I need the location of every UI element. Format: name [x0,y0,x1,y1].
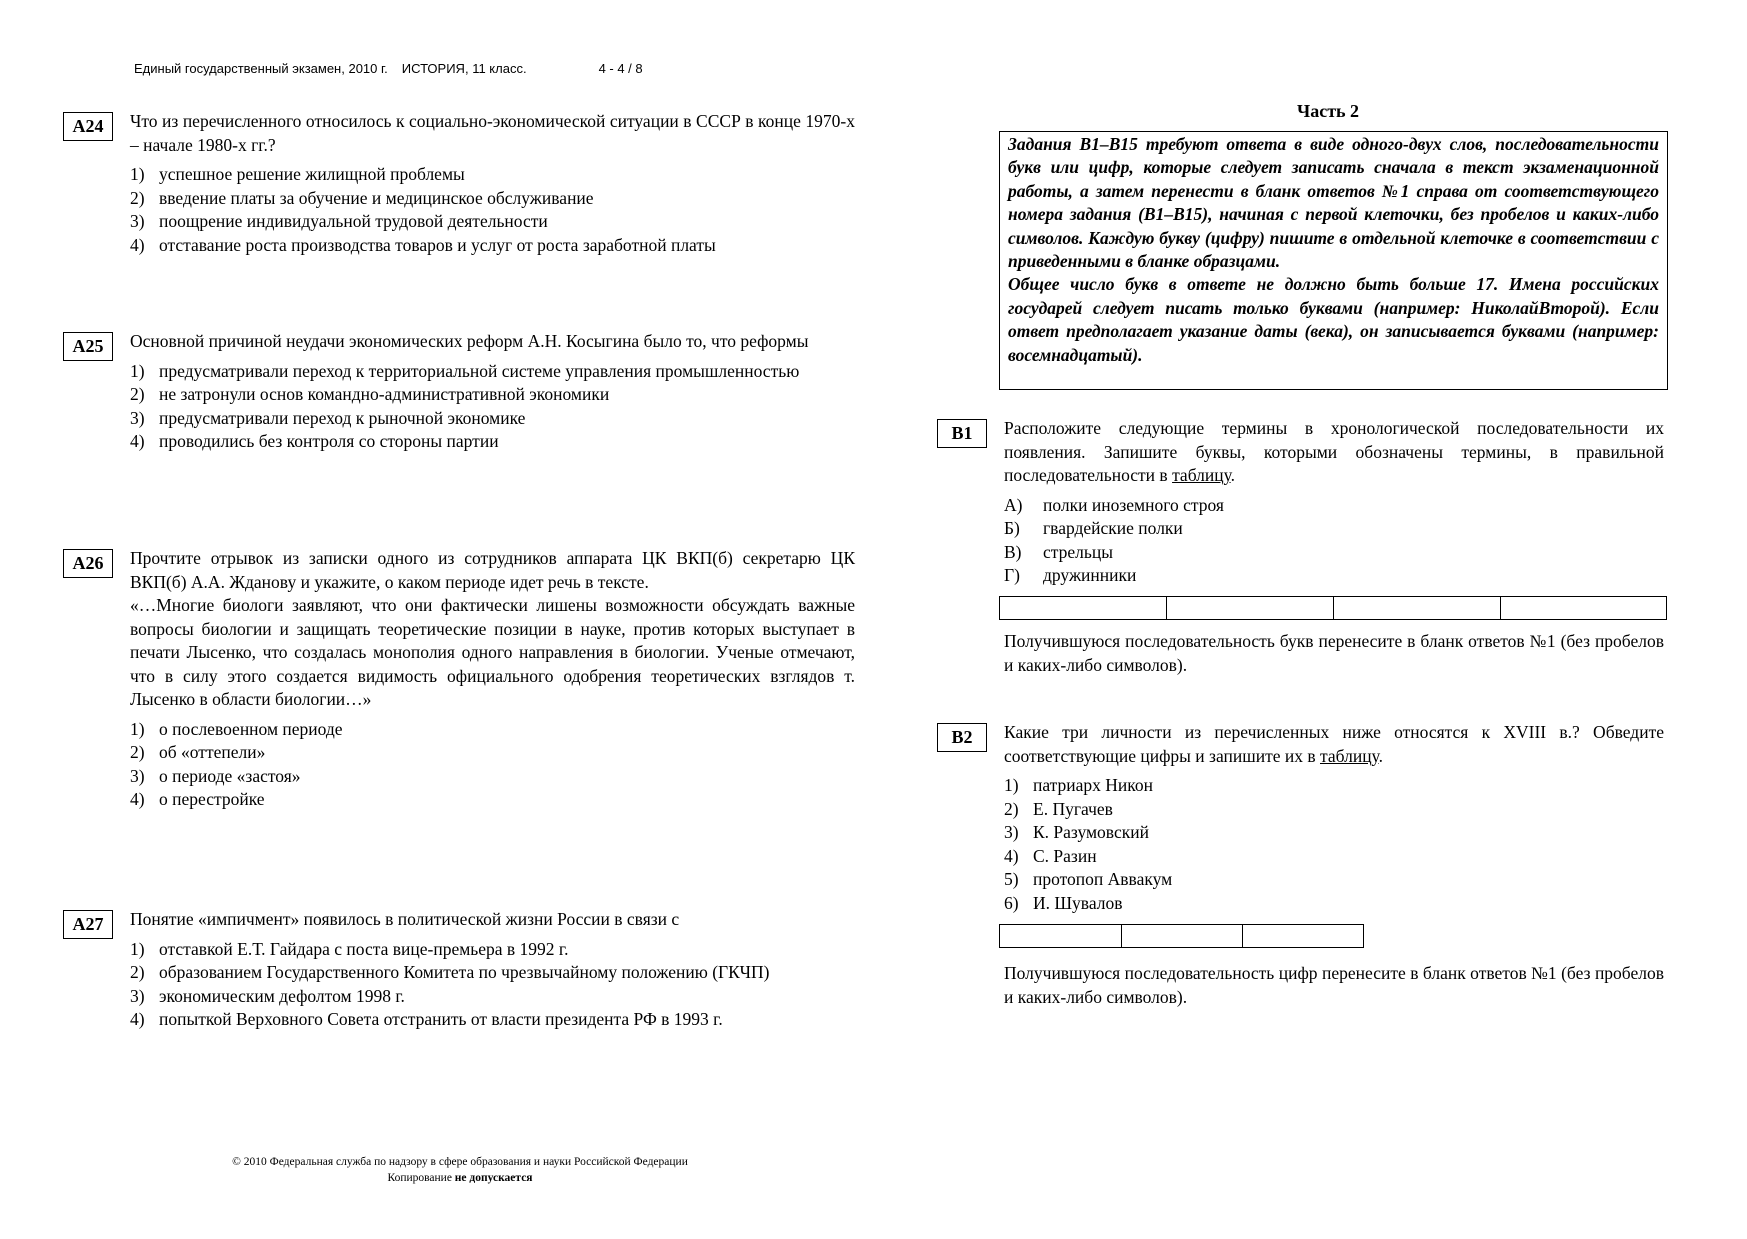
task-label: А25 [63,332,113,361]
option[interactable]: А) полки иноземного строя [1004,494,1224,515]
task-label: В2 [937,723,987,752]
grade: 11 класс. [472,61,527,76]
option[interactable]: 3) о периоде «застоя» [130,765,301,786]
b1-footer-note: Получившуюся последовательность букв перенесите в бланк ответов №1 (без пробелов и каких-либо символов). [1004,631,1664,675]
quote-text: «…Многие биологи заявляют, что они фактически лишены возможности обсуждать важные вопросы биологии и защищать теоретические позиции в науке, против которых выступает в печати Лысенко, что создалась монополия одного направления в биологии. Ученые отмечают, что в силу этого создается видимость официального одобрения теоретических взглядов т. Лысенко в области биологии…» [130,595,855,709]
options-list [130,360,855,454]
answer-table-b2 [999,924,1364,948]
instructions-box [999,131,1668,390]
answer-cell[interactable] [1000,597,1167,619]
option[interactable]: 2) образованием Государственного Комитета по чрезвычайному положению (ГКЧП) [130,962,770,982]
options-list [130,718,855,812]
exam-title: Единый государственный экзамен, 2010 г. [134,61,388,76]
option[interactable]: 2) Е. Пугачев [1004,798,1113,819]
answer-cell[interactable] [1167,597,1334,619]
options-list [1004,494,1664,588]
options-list [1004,774,1664,915]
task-label: А26 [63,549,113,578]
task-label: В1 [937,419,987,448]
option[interactable]: 3) экономическим дефолтом 1998 г. [130,985,405,1006]
answer-table-b1 [999,596,1667,620]
answer-cell[interactable] [1122,925,1243,947]
subject: ИСТОРИЯ, [401,61,469,76]
option[interactable]: 1) успешное решение жилищной проблемы [130,164,465,184]
instruction-paragraph: Общее число букв в ответе не должно быть больше 17. Имена российских государей следует писать только буквами (например: НиколайВторой). Если ответ предполагает указание даты (века), он записывается буквами (например: восемнадцатый). [1008,274,1659,365]
option[interactable]: 1) патриарх Никон [1004,775,1154,795]
table-link: таблицу [1172,465,1231,485]
option[interactable]: 2) не затронули основ командно-административной экономики [130,384,610,404]
task-label: А27 [63,910,113,939]
option[interactable]: 2) об «оттепели» [130,742,266,762]
answer-cell[interactable] [1334,597,1501,619]
copy-notice: Копирование не допускается [387,1172,533,1184]
table-link: таблицу [1320,745,1379,766]
option[interactable]: 3) К. Разумовский [1004,822,1149,842]
option[interactable]: 1) отставкой Е.Т. Гайдара с поста вице-премьера в 1992 г. [130,938,569,959]
option[interactable]: 6) И. Шувалов [1004,892,1123,913]
question-text: Что из перечисленного относилось к социально-экономической ситуации в СССР в конце 1970-х – начале 1980-х гг.? [130,111,855,155]
option[interactable]: 4) о перестройке [130,789,265,809]
question-text: Прочтите отрывок из записки одного из сотрудников аппарата ЦК ВКП(б) секретарю ЦК ВКП(б) А.А. Жданову и укажите, о каком периоде идет речь в тексте. [130,548,855,592]
b2-footer-note: Получившуюся последовательность цифр перенесите в бланк ответов №1 (без пробелов и каких-либо символов). [1004,963,1664,1007]
option[interactable]: 4) отставание роста производства товаров и услуг от роста заработной платы [130,234,716,255]
option[interactable]: 4) С. Разин [1004,845,1097,866]
options-list [130,163,855,257]
option[interactable]: Г) дружинники [1004,565,1137,585]
copyright-line: © 2010 Федеральная служба по надзору в сфере образования и науки Российской Федерации [232,1156,688,1168]
part-2-title: Часть 2 [1297,101,1360,121]
option[interactable]: 2) введение платы за обучение и медицинское обслуживание [130,187,594,208]
question-text: Основной причиной неудачи экономических реформ А.Н. Косыгина было то, что реформы [130,331,809,351]
option[interactable]: 3) поощрение индивидуальной трудовой деятельности [130,211,548,231]
option[interactable]: Б) гвардейские полки [1004,518,1183,538]
option[interactable]: 1) предусматривали переход к территориальной системе управления промышленностью [130,360,800,381]
option[interactable]: 4) проводились без контроля со стороны партии [130,431,499,451]
answer-cell[interactable] [1000,925,1122,947]
option[interactable]: В) стрельцы [1004,541,1113,562]
option[interactable]: 3) предусматривали переход к рыночной экономике [130,407,526,428]
option[interactable]: 5) протопоп Аввакум [1004,869,1173,889]
answer-cell[interactable] [1501,597,1666,619]
answer-cell[interactable] [1243,925,1363,947]
page-number: 4 - 4 / 8 [598,61,643,76]
question-text: Какие три личности из перечисленных ниже относятся к XVIII в.? Обведите соответствующие цифры и запишите их в таблицу. [1004,722,1664,766]
task-label: А24 [63,112,113,141]
option[interactable]: 1) о послевоенном периоде [130,718,343,739]
page-footer [0,1154,920,1186]
options-list [130,938,855,1032]
question-text: Расположите следующие термины в хронологической последовательности их появления. Запишите буквы, которыми обозначены термины, в правильной последовательности в таблицу. [1004,418,1664,485]
page-header [134,61,643,76]
option[interactable]: 4) попыткой Верховного Совета отстранить от власти президента РФ в 1993 г. [130,1009,723,1029]
question-text: Понятие «импичмент» появилось в политической жизни России в связи с [130,909,680,929]
instruction-paragraph: Задания В1–В15 требуют ответа в виде одного-двух слов, последовательности букв или цифр, которые следует записать сначала в текст экзаменационной работы, а затем перенести в бланк ответов №1 справа от соответствующего номера задания (В1–В15), начиная с первой клеточки, без пробелов и каких-либо символов. Каждую букву (цифру) пишите в отдельной клеточке в соответствии с приведенными в бланке образцами. [1008,134,1659,272]
